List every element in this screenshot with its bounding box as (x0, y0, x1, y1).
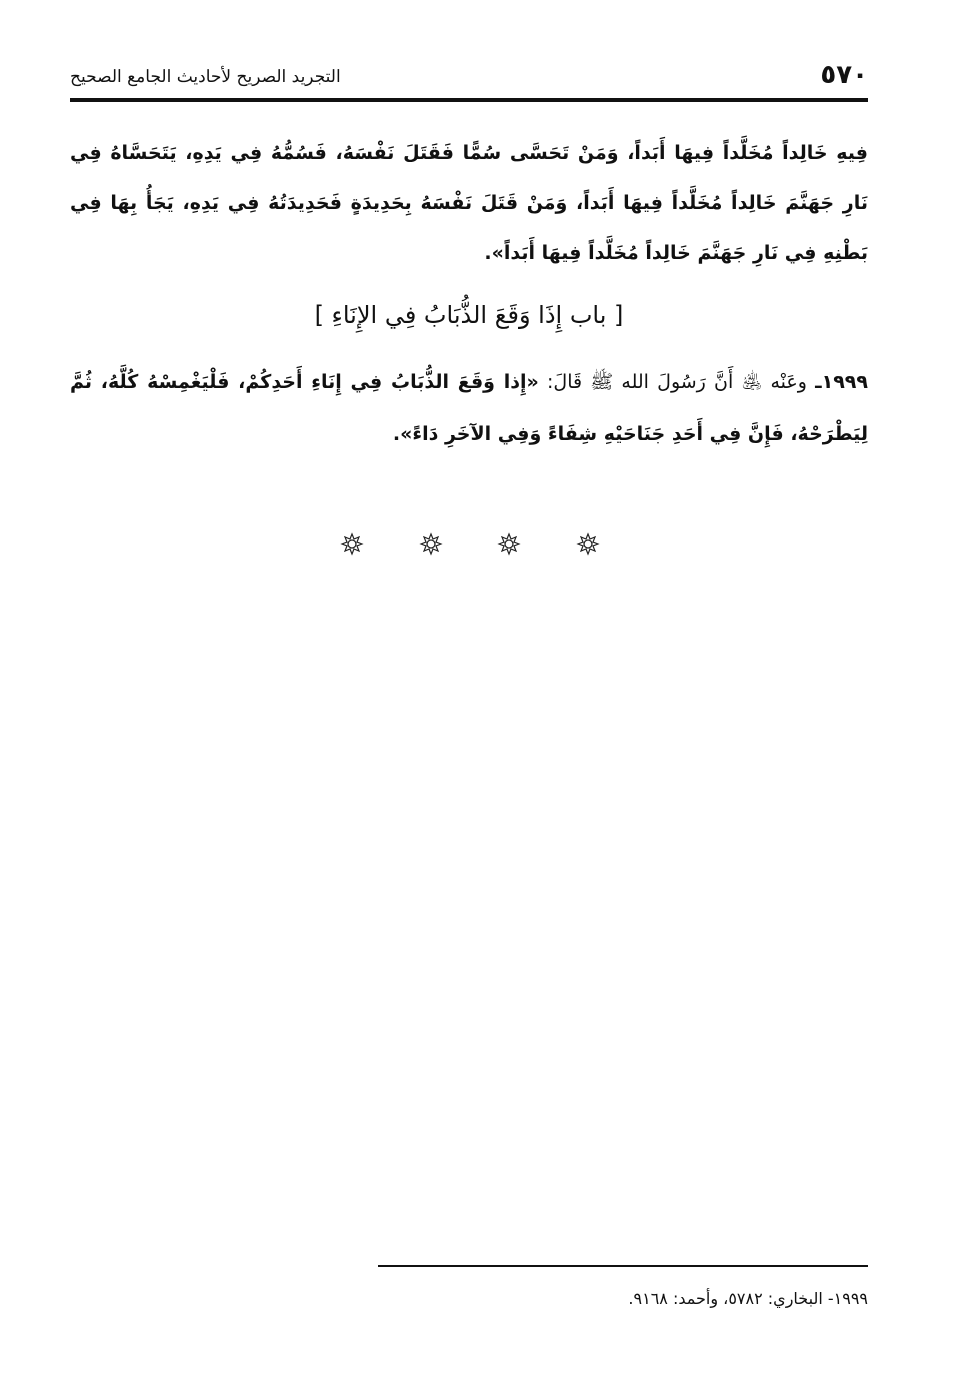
continuation-paragraph: فِيهِ خَالِداً مُخَلَّداً فِيهَا أَبَداً، وَمَنْ تَحَسَّى سُمًّا فَقَتَلَ نَفْسَهُ، فَسُمُّهُ فِي يَدِهِ، يَتَحَسَّاهُ فِي نَارِ جَهَنَّمَ خَالِداً مُخَلَّداً فِيهَا أَبَداً، وَمَنْ قَتَلَ نَفْسَهُ بِحَدِيدَةٍ فَحَدِيدَتُهُ فِي يَدِهِ، يَجَأُ بِهَا فِي بَطْنِهِ فِي نَارِ جَهَنَّمَ خَالِداً مُخَلَّداً فِيهَا أَبَداً». (70, 142, 868, 264)
book-title: التجريد الصريح لأحاديث الجامع الصحيح (70, 67, 341, 87)
section-divider-ornaments (340, 526, 600, 562)
footnote: ١٩٩٩- البخاري: ٥٧٨٢، وأحمد: ٩١٦٨. (628, 1289, 868, 1308)
header-rule (70, 98, 868, 102)
running-header (70, 52, 868, 98)
footnote-rule (378, 1265, 868, 1267)
star-flower-ornament-icon (576, 532, 600, 556)
star-flower-ornament-icon (419, 532, 443, 556)
hadith-intro: وعَنْه ﵁ أَنَّ رَسُولَ الله ﷺ قَالَ: (546, 371, 807, 393)
hadith-paragraph (70, 356, 868, 460)
star-flower-ornament-icon (497, 532, 521, 556)
hadith-quote: «إِذا وَقَعَ الذُّبَابُ فِي إِنَاءِ أَحَدِكُمْ، فَلْيَغْمِسْهُ كُلَّهُ، ثُمَّ لِيَطْرَحْهُ، فَإِنَّ فِي أَحَدِ جَنَاحَيْهِ شِفَاءً وَفِي الآخَرِ دَاءً». (70, 371, 868, 445)
page-number: ٥٧٠ (820, 60, 868, 90)
star-flower-ornament-icon (340, 532, 364, 556)
chapter-heading: [ باب إِذَا وَقَعَ الذُّبَابُ فِي الإِنَاءِ ] (314, 301, 624, 329)
hadith-number: ١٩٩٩ـ (815, 371, 868, 393)
